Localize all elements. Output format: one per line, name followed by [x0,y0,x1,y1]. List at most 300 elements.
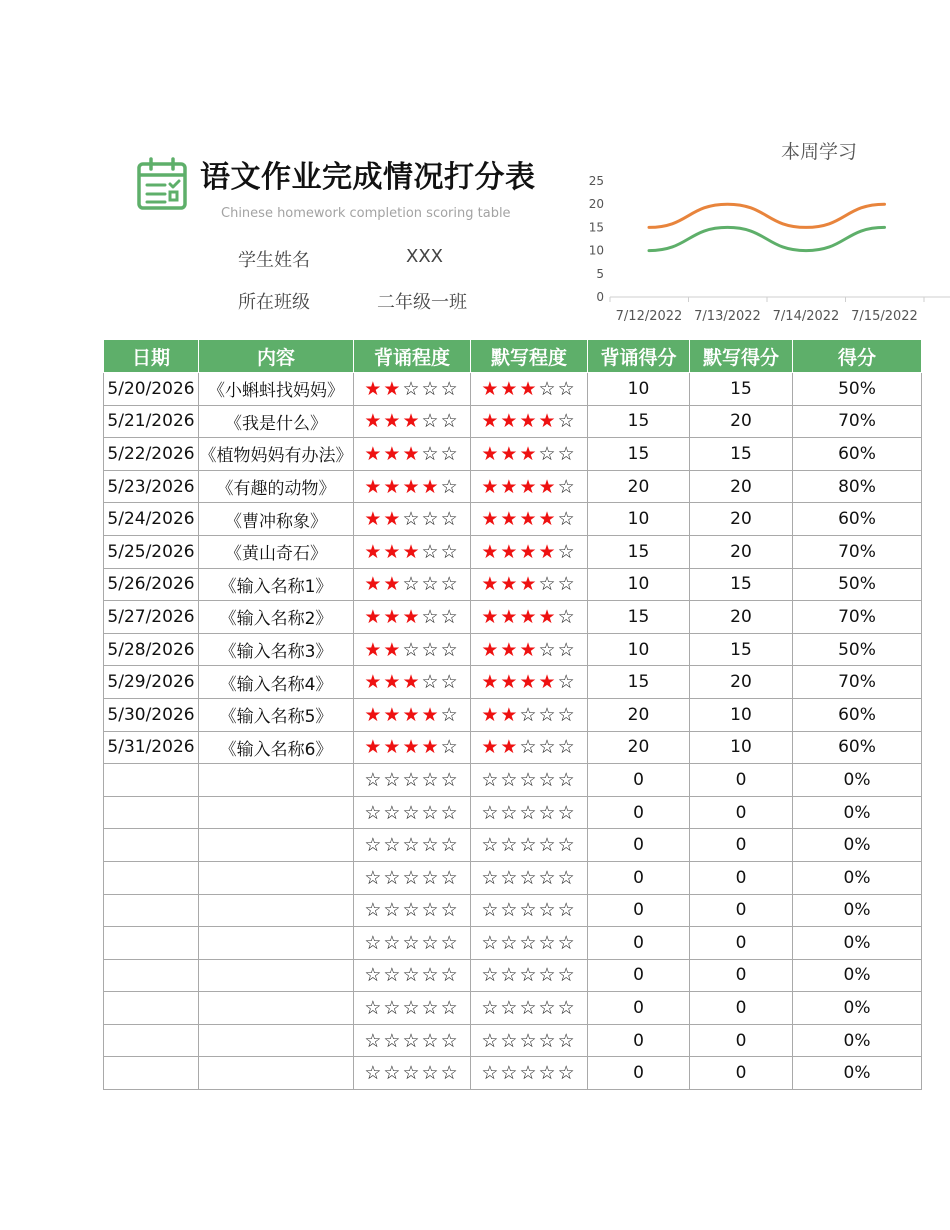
dictation-score-cell[interactable]: 20 [690,470,793,503]
date-cell[interactable]: 5/29/2026 [104,666,199,699]
date-cell[interactable] [104,829,199,862]
date-cell[interactable]: 5/22/2026 [104,438,199,471]
star-empty-icon: ☆ [519,834,539,857]
star-empty-icon: ☆ [421,931,441,954]
star-filled-icon: ★ [383,508,403,531]
star-filled-icon: ★ [538,508,558,531]
content-cell[interactable]: 《植物妈妈有办法》 [199,438,354,471]
recite-score-cell[interactable]: 20 [588,470,690,503]
star-filled-icon: ★ [383,703,403,726]
star-rating[interactable] [471,438,588,471]
star-rating[interactable] [471,927,588,960]
star-empty-icon: ☆ [383,964,403,987]
score-cell[interactable]: 0% [793,764,922,797]
dictation-score-cell[interactable]: 0 [690,1057,793,1090]
star-empty-icon: ☆ [481,1029,501,1052]
date-cell[interactable]: 5/27/2026 [104,601,199,634]
star-filled-icon: ★ [383,638,403,661]
score-cell[interactable]: 0% [793,1024,922,1057]
star-rating[interactable] [354,927,471,960]
star-empty-icon: ☆ [519,1062,539,1085]
star-filled-icon: ★ [402,410,422,433]
content-cell[interactable]: 《输入名称1》 [199,568,354,601]
recite-score-cell[interactable]: 15 [588,535,690,568]
star-empty-icon: ☆ [557,1062,577,1085]
star-rating[interactable] [471,731,588,764]
star-rating[interactable] [354,666,471,699]
content-cell[interactable]: 《输入名称2》 [199,601,354,634]
date-cell[interactable] [104,927,199,960]
star-empty-icon: ☆ [364,768,384,791]
score-cell[interactable]: 60% [793,698,922,731]
score-cell[interactable]: 0% [793,829,922,862]
recite-score-cell[interactable]: 15 [588,405,690,438]
star-empty-icon: ☆ [364,931,384,954]
star-rating[interactable] [471,894,588,927]
dictation-score-cell[interactable]: 15 [690,633,793,666]
score-cell[interactable]: 0% [793,1057,922,1090]
star-rating[interactable] [471,535,588,568]
table-row [104,894,922,927]
recite-score-cell[interactable]: 0 [588,927,690,960]
star-filled-icon: ★ [481,377,501,400]
star-rating[interactable] [354,503,471,536]
star-filled-icon: ★ [538,410,558,433]
star-rating[interactable] [354,568,471,601]
star-empty-icon: ☆ [421,834,441,857]
recite-score-cell[interactable]: 10 [588,503,690,536]
star-rating[interactable] [354,1057,471,1090]
star-filled-icon: ★ [519,508,539,531]
dictation-score-cell[interactable]: 20 [690,405,793,438]
star-empty-icon: ☆ [519,801,539,824]
star-filled-icon: ★ [481,671,501,694]
line-chart [580,130,918,335]
star-empty-icon: ☆ [421,1029,441,1052]
table-row [104,992,922,1025]
date-cell[interactable] [104,861,199,894]
recite-score-cell[interactable]: 10 [588,568,690,601]
dictation-score-cell[interactable]: 0 [690,764,793,797]
star-rating[interactable] [471,503,588,536]
recite-level-header: 背诵程度 [354,340,471,373]
recite-score-cell[interactable]: 15 [588,666,690,699]
star-empty-icon: ☆ [538,736,558,759]
star-empty-icon: ☆ [364,997,384,1020]
star-rating[interactable] [471,601,588,634]
score-cell[interactable]: 0% [793,992,922,1025]
recite-score-cell[interactable]: 0 [588,1057,690,1090]
content-cell[interactable] [199,796,354,829]
star-empty-icon: ☆ [557,475,577,498]
score-table-container [103,340,876,1100]
star-empty-icon: ☆ [557,377,577,400]
dictation-score-cell[interactable]: 10 [690,731,793,764]
star-empty-icon: ☆ [519,964,539,987]
star-empty-icon: ☆ [402,964,422,987]
dictation-score-cell[interactable]: 0 [690,861,793,894]
star-empty-icon: ☆ [440,801,460,824]
date-cell[interactable]: 5/23/2026 [104,470,199,503]
star-empty-icon: ☆ [557,508,577,531]
content-cell[interactable] [199,992,354,1025]
star-filled-icon: ★ [481,410,501,433]
student-name-label: 学生姓名 [238,250,310,271]
star-empty-icon: ☆ [500,1029,520,1052]
star-filled-icon: ★ [519,671,539,694]
star-filled-icon: ★ [402,671,422,694]
star-rating[interactable] [354,861,471,894]
star-rating[interactable] [354,731,471,764]
star-empty-icon: ☆ [440,866,460,889]
star-rating[interactable] [354,633,471,666]
dictation-score-cell[interactable]: 20 [690,503,793,536]
dictation-score-cell[interactable]: 0 [690,1024,793,1057]
star-empty-icon: ☆ [440,1029,460,1052]
star-rating[interactable] [354,1024,471,1057]
dictation-score-cell[interactable]: 0 [690,959,793,992]
content-cell[interactable] [199,927,354,960]
content-cell[interactable]: 《有趣的动物》 [199,470,354,503]
content-cell[interactable] [199,764,354,797]
date-cell[interactable] [104,959,199,992]
star-filled-icon: ★ [500,540,520,563]
star-rating[interactable] [471,568,588,601]
star-empty-icon: ☆ [519,736,539,759]
star-rating[interactable] [354,438,471,471]
dictation-score-cell[interactable]: 0 [690,796,793,829]
star-filled-icon: ★ [402,703,422,726]
star-rating[interactable] [471,861,588,894]
star-filled-icon: ★ [500,638,520,661]
score-cell[interactable]: 60% [793,438,922,471]
date-cell[interactable]: 5/30/2026 [104,698,199,731]
star-filled-icon: ★ [481,475,501,498]
star-empty-icon: ☆ [519,931,539,954]
star-filled-icon: ★ [500,703,520,726]
score-cell[interactable]: 60% [793,503,922,536]
date-cell[interactable]: 5/28/2026 [104,633,199,666]
content-cell[interactable]: 《输入名称6》 [199,731,354,764]
content-cell[interactable] [199,1057,354,1090]
recite-score-cell[interactable]: 10 [588,373,690,406]
recite-score-cell[interactable]: 0 [588,861,690,894]
star-filled-icon: ★ [519,377,539,400]
recite-score-cell[interactable]: 0 [588,1024,690,1057]
score-cell[interactable]: 50% [793,373,922,406]
star-rating[interactable] [471,1057,588,1090]
table-row [104,1024,922,1057]
star-rating[interactable] [354,894,471,927]
star-empty-icon: ☆ [519,1029,539,1052]
star-empty-icon: ☆ [364,834,384,857]
star-rating[interactable] [471,698,588,731]
date-cell[interactable]: 5/24/2026 [104,503,199,536]
star-rating[interactable] [354,992,471,1025]
recite-score-cell[interactable]: 0 [588,829,690,862]
recite-score-cell[interactable]: 20 [588,698,690,731]
date-cell[interactable] [104,992,199,1025]
recite-score-cell[interactable]: 0 [588,796,690,829]
star-rating[interactable] [354,601,471,634]
star-empty-icon: ☆ [421,964,441,987]
date-cell[interactable]: 5/26/2026 [104,568,199,601]
star-rating[interactable] [471,470,588,503]
class-value: 二年级一班 [377,292,467,313]
star-empty-icon: ☆ [383,931,403,954]
content-cell[interactable]: 《小蝌蚪找妈妈》 [199,373,354,406]
dictation-score-cell[interactable]: 15 [690,568,793,601]
x-tick-label: 7/13/2022 [694,309,761,324]
dictation-score-cell[interactable]: 0 [690,894,793,927]
star-filled-icon: ★ [383,573,403,596]
table-row [104,601,922,634]
star-empty-icon: ☆ [500,964,520,987]
dictation-score-cell[interactable]: 20 [690,666,793,699]
star-empty-icon: ☆ [402,377,422,400]
star-rating[interactable] [471,405,588,438]
score-cell[interactable]: 0% [793,894,922,927]
recite-score-cell[interactable]: 0 [588,894,690,927]
table-row [104,1057,922,1090]
recite-score-cell[interactable]: 15 [588,438,690,471]
star-empty-icon: ☆ [557,1029,577,1052]
date-cell[interactable]: 5/21/2026 [104,405,199,438]
content-cell[interactable] [199,861,354,894]
star-empty-icon: ☆ [364,1029,384,1052]
content-cell[interactable]: 《曹冲称象》 [199,503,354,536]
star-empty-icon: ☆ [383,1029,403,1052]
star-empty-icon: ☆ [421,768,441,791]
date-cell[interactable]: 5/31/2026 [104,731,199,764]
date-cell[interactable] [104,894,199,927]
star-empty-icon: ☆ [402,931,422,954]
star-empty-icon: ☆ [402,638,422,661]
star-empty-icon: ☆ [500,931,520,954]
score-cell[interactable]: 0% [793,927,922,960]
star-rating[interactable] [471,992,588,1025]
date-cell[interactable] [104,764,199,797]
star-empty-icon: ☆ [519,899,539,922]
score-cell[interactable]: 0% [793,796,922,829]
score-cell[interactable]: 50% [793,568,922,601]
content-cell[interactable]: 《黄山奇石》 [199,535,354,568]
recite-score-cell[interactable]: 0 [588,992,690,1025]
recite-score-cell[interactable]: 0 [588,959,690,992]
star-filled-icon: ★ [519,638,539,661]
star-filled-icon: ★ [519,410,539,433]
star-empty-icon: ☆ [481,964,501,987]
page-title: 语文作业完成情况打分表 [200,160,536,195]
dictation-score-cell[interactable]: 0 [690,992,793,1025]
star-empty-icon: ☆ [557,899,577,922]
y-tick-label: 0 [596,290,604,304]
star-filled-icon: ★ [500,410,520,433]
star-empty-icon: ☆ [500,801,520,824]
y-tick-label: 10 [588,243,604,258]
content-cell[interactable] [199,894,354,927]
star-rating[interactable] [354,796,471,829]
dictation-score-cell[interactable]: 15 [690,373,793,406]
star-empty-icon: ☆ [481,1062,501,1085]
star-empty-icon: ☆ [421,866,441,889]
star-empty-icon: ☆ [500,768,520,791]
dictation-score-cell[interactable]: 20 [690,601,793,634]
star-rating[interactable] [354,698,471,731]
star-empty-icon: ☆ [364,899,384,922]
date-cell[interactable]: 5/20/2026 [104,373,199,406]
dictation-score-cell[interactable]: 15 [690,438,793,471]
content-header: 内容 [199,340,354,373]
star-rating[interactable] [354,764,471,797]
star-empty-icon: ☆ [402,834,422,857]
star-empty-icon: ☆ [421,899,441,922]
star-empty-icon: ☆ [421,801,441,824]
star-empty-icon: ☆ [481,931,501,954]
star-filled-icon: ★ [481,703,501,726]
star-empty-icon: ☆ [557,997,577,1020]
star-filled-icon: ★ [364,703,384,726]
star-empty-icon: ☆ [402,1062,422,1085]
star-empty-icon: ☆ [557,834,577,857]
content-cell[interactable] [199,959,354,992]
table-row [104,731,922,764]
score-cell[interactable]: 70% [793,535,922,568]
star-rating[interactable] [354,829,471,862]
table-row [104,470,922,503]
score-cell[interactable]: 80% [793,470,922,503]
star-filled-icon: ★ [383,671,403,694]
star-rating[interactable] [471,764,588,797]
score-cell[interactable]: 50% [793,633,922,666]
score-cell[interactable]: 0% [793,959,922,992]
score-table [103,340,922,1090]
star-rating[interactable] [471,373,588,406]
star-empty-icon: ☆ [402,768,422,791]
recite-score-cell[interactable]: 0 [588,764,690,797]
content-cell[interactable] [199,1024,354,1057]
star-empty-icon: ☆ [557,703,577,726]
star-filled-icon: ★ [383,410,403,433]
star-filled-icon: ★ [538,605,558,628]
star-filled-icon: ★ [500,671,520,694]
star-filled-icon: ★ [402,605,422,628]
star-empty-icon: ☆ [538,377,558,400]
date-cell[interactable] [104,1057,199,1090]
content-cell[interactable]: 《输入名称3》 [199,633,354,666]
score-cell[interactable]: 70% [793,405,922,438]
star-empty-icon: ☆ [538,931,558,954]
star-empty-icon: ☆ [440,573,460,596]
star-empty-icon: ☆ [557,736,577,759]
star-filled-icon: ★ [383,442,403,465]
recite-score-cell[interactable]: 20 [588,731,690,764]
star-empty-icon: ☆ [421,508,441,531]
table-row [104,405,922,438]
star-rating[interactable] [354,405,471,438]
star-filled-icon: ★ [500,475,520,498]
star-empty-icon: ☆ [538,1062,558,1085]
star-rating[interactable] [471,633,588,666]
star-rating[interactable] [354,959,471,992]
table-row [104,438,922,471]
star-empty-icon: ☆ [519,703,539,726]
star-empty-icon: ☆ [500,866,520,889]
star-filled-icon: ★ [364,671,384,694]
x-tick-label: 7/12/2022 [615,309,683,324]
star-empty-icon: ☆ [519,997,539,1020]
star-empty-icon: ☆ [383,768,403,791]
star-filled-icon: ★ [481,540,501,563]
star-rating[interactable] [471,796,588,829]
star-empty-icon: ☆ [500,834,520,857]
star-filled-icon: ★ [383,540,403,563]
star-empty-icon: ☆ [538,1029,558,1052]
star-empty-icon: ☆ [538,964,558,987]
star-rating[interactable] [471,666,588,699]
star-filled-icon: ★ [481,605,501,628]
star-empty-icon: ☆ [440,964,460,987]
recite-score-cell[interactable]: 15 [588,601,690,634]
table-row [104,633,922,666]
score-header: 得分 [793,340,922,373]
dictation-score-cell[interactable]: 10 [690,698,793,731]
star-rating[interactable] [471,959,588,992]
star-rating[interactable] [354,535,471,568]
star-empty-icon: ☆ [402,573,422,596]
dictation-score-cell[interactable]: 20 [690,535,793,568]
star-empty-icon: ☆ [538,638,558,661]
star-empty-icon: ☆ [440,899,460,922]
table-row [104,959,922,992]
star-filled-icon: ★ [383,475,403,498]
star-rating[interactable] [354,373,471,406]
star-empty-icon: ☆ [421,573,441,596]
star-empty-icon: ☆ [364,801,384,824]
series-line [649,204,885,227]
star-empty-icon: ☆ [421,410,441,433]
content-cell[interactable] [199,829,354,862]
star-empty-icon: ☆ [500,1062,520,1085]
star-rating[interactable] [354,470,471,503]
dictation-score-cell[interactable]: 0 [690,927,793,960]
score-cell[interactable]: 60% [793,731,922,764]
content-cell[interactable]: 《输入名称4》 [199,666,354,699]
date-cell[interactable]: 5/25/2026 [104,535,199,568]
content-cell[interactable]: 《输入名称5》 [199,698,354,731]
star-empty-icon: ☆ [421,442,441,465]
score-cell[interactable]: 70% [793,601,922,634]
star-filled-icon: ★ [402,736,422,759]
star-rating[interactable] [471,1024,588,1057]
dictation-score-cell[interactable]: 0 [690,829,793,862]
star-empty-icon: ☆ [538,866,558,889]
star-empty-icon: ☆ [440,508,460,531]
star-empty-icon: ☆ [440,997,460,1020]
star-filled-icon: ★ [500,573,520,596]
date-cell[interactable] [104,796,199,829]
y-tick-label: 5 [596,266,604,281]
star-empty-icon: ☆ [402,866,422,889]
content-cell[interactable]: 《我是什么》 [199,405,354,438]
date-cell[interactable] [104,1024,199,1057]
score-cell[interactable]: 0% [793,861,922,894]
star-filled-icon: ★ [519,605,539,628]
star-empty-icon: ☆ [557,931,577,954]
recite-score-cell[interactable]: 10 [588,633,690,666]
score-cell[interactable]: 70% [793,666,922,699]
star-rating[interactable] [471,829,588,862]
